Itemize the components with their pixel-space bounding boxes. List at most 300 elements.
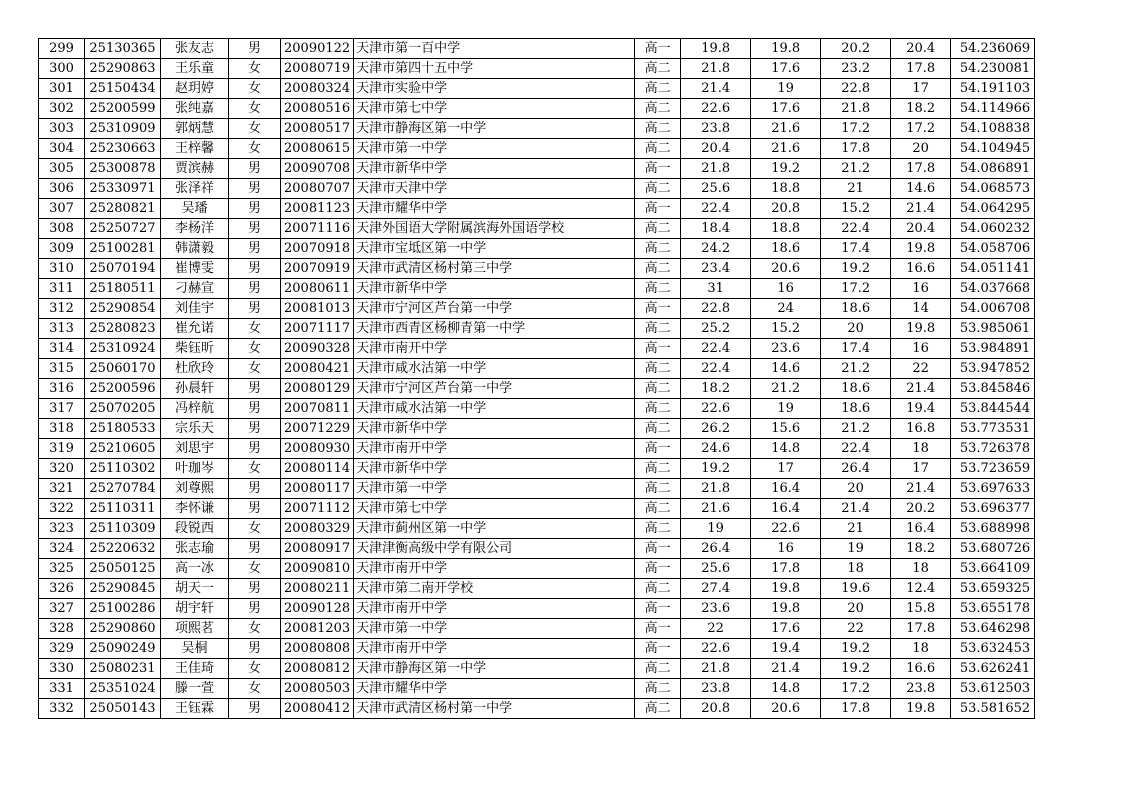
name-cell: 刁赫宣 xyxy=(161,279,229,299)
score-2-cell: 17.6 xyxy=(751,619,821,639)
grade-cell: 高二 xyxy=(635,239,681,259)
grade-cell: 高二 xyxy=(635,359,681,379)
birthdate-cell: 20080117 xyxy=(281,479,354,499)
rank-cell: 303 xyxy=(39,119,85,139)
birthdate-cell: 20080114 xyxy=(281,459,354,479)
rank-cell: 318 xyxy=(39,419,85,439)
total-score-cell: 54.058706 xyxy=(951,239,1035,259)
score-2-cell: 19 xyxy=(751,399,821,419)
gender-cell: 男 xyxy=(229,499,281,519)
rank-cell: 316 xyxy=(39,379,85,399)
score-2-cell: 18.8 xyxy=(751,219,821,239)
score-4-cell: 19.4 xyxy=(891,399,951,419)
rank-cell: 312 xyxy=(39,299,85,319)
school-cell: 天津市第一中学 xyxy=(354,139,635,159)
name-cell: 胡宇轩 xyxy=(161,599,229,619)
score-3-cell: 21.2 xyxy=(821,419,891,439)
school-cell: 天津市宁河区芦台第一中学 xyxy=(354,299,635,319)
total-score-cell: 54.060232 xyxy=(951,219,1035,239)
score-2-cell: 18.6 xyxy=(751,239,821,259)
exam-id-cell: 25330971 xyxy=(85,179,161,199)
exam-id-cell: 25090249 xyxy=(85,639,161,659)
total-score-cell: 53.659325 xyxy=(951,579,1035,599)
school-cell: 天津市新华中学 xyxy=(354,459,635,479)
rank-cell: 308 xyxy=(39,219,85,239)
total-score-cell: 54.037668 xyxy=(951,279,1035,299)
grade-cell: 高二 xyxy=(635,579,681,599)
table-row xyxy=(39,219,1035,239)
score-3-cell: 17.8 xyxy=(821,139,891,159)
gender-cell: 男 xyxy=(229,439,281,459)
table-row xyxy=(39,319,1035,339)
birthdate-cell: 20070811 xyxy=(281,399,354,419)
total-score-cell: 53.985061 xyxy=(951,319,1035,339)
table-row xyxy=(39,599,1035,619)
table-row xyxy=(39,579,1035,599)
table-row xyxy=(39,379,1035,399)
exam-id-cell: 25100286 xyxy=(85,599,161,619)
exam-id-cell: 25290845 xyxy=(85,579,161,599)
gender-cell: 男 xyxy=(229,419,281,439)
school-cell: 天津市静海区第一中学 xyxy=(354,119,635,139)
score-1-cell: 25.2 xyxy=(681,319,751,339)
birthdate-cell: 20080503 xyxy=(281,679,354,699)
name-cell: 张纯嘉 xyxy=(161,99,229,119)
school-cell: 天津市武清区杨村第三中学 xyxy=(354,259,635,279)
birthdate-cell: 20081013 xyxy=(281,299,354,319)
school-cell: 天津市南开中学 xyxy=(354,599,635,619)
name-cell: 刘思宇 xyxy=(161,439,229,459)
score-1-cell: 25.6 xyxy=(681,559,751,579)
gender-cell: 女 xyxy=(229,79,281,99)
table-body xyxy=(39,39,1035,719)
total-score-cell: 53.844544 xyxy=(951,399,1035,419)
school-cell: 天津市武清区杨村第一中学 xyxy=(354,699,635,719)
name-cell: 李杨洋 xyxy=(161,219,229,239)
grade-cell: 高二 xyxy=(635,219,681,239)
score-3-cell: 19.6 xyxy=(821,579,891,599)
score-4-cell: 16.4 xyxy=(891,519,951,539)
birthdate-cell: 20080719 xyxy=(281,59,354,79)
school-cell: 天津市南开中学 xyxy=(354,339,635,359)
birthdate-cell: 20080611 xyxy=(281,279,354,299)
rank-cell: 325 xyxy=(39,559,85,579)
gender-cell: 女 xyxy=(229,519,281,539)
table-row xyxy=(39,519,1035,539)
exam-id-cell: 25180533 xyxy=(85,419,161,439)
total-score-cell: 53.697633 xyxy=(951,479,1035,499)
grade-cell: 高二 xyxy=(635,479,681,499)
score-3-cell: 18.6 xyxy=(821,299,891,319)
grade-cell: 高二 xyxy=(635,139,681,159)
score-3-cell: 18.6 xyxy=(821,379,891,399)
gender-cell: 男 xyxy=(229,199,281,219)
school-cell: 天津市耀华中学 xyxy=(354,679,635,699)
score-2-cell: 15.2 xyxy=(751,319,821,339)
score-3-cell: 19.2 xyxy=(821,659,891,679)
school-cell: 天津市第七中学 xyxy=(354,499,635,519)
score-3-cell: 19.2 xyxy=(821,639,891,659)
gender-cell: 女 xyxy=(229,119,281,139)
rank-cell: 313 xyxy=(39,319,85,339)
total-score-cell: 54.064295 xyxy=(951,199,1035,219)
grade-cell: 高一 xyxy=(635,299,681,319)
school-cell: 天津市咸水沽第一中学 xyxy=(354,359,635,379)
score-1-cell: 23.8 xyxy=(681,679,751,699)
score-4-cell: 16.6 xyxy=(891,259,951,279)
rank-cell: 317 xyxy=(39,399,85,419)
score-3-cell: 17.4 xyxy=(821,239,891,259)
score-1-cell: 21.8 xyxy=(681,659,751,679)
birthdate-cell: 20070919 xyxy=(281,259,354,279)
gender-cell: 男 xyxy=(229,219,281,239)
exam-id-cell: 25250727 xyxy=(85,219,161,239)
name-cell: 王佳琦 xyxy=(161,659,229,679)
school-cell: 天津津衡高级中学有限公司 xyxy=(354,539,635,559)
exam-id-cell: 25180511 xyxy=(85,279,161,299)
rank-cell: 301 xyxy=(39,79,85,99)
score-2-cell: 16.4 xyxy=(751,479,821,499)
birthdate-cell: 20071116 xyxy=(281,219,354,239)
score-4-cell: 17.2 xyxy=(891,119,951,139)
gender-cell: 女 xyxy=(229,339,281,359)
total-score-cell: 53.626241 xyxy=(951,659,1035,679)
exam-id-cell: 25070205 xyxy=(85,399,161,419)
score-3-cell: 21.8 xyxy=(821,99,891,119)
birthdate-cell: 20070918 xyxy=(281,239,354,259)
total-score-cell: 54.006708 xyxy=(951,299,1035,319)
grade-cell: 高一 xyxy=(635,199,681,219)
score-3-cell: 21 xyxy=(821,519,891,539)
score-2-cell: 21.2 xyxy=(751,379,821,399)
table-row xyxy=(39,239,1035,259)
score-4-cell: 20 xyxy=(891,139,951,159)
score-2-cell: 16 xyxy=(751,279,821,299)
score-1-cell: 26.4 xyxy=(681,539,751,559)
score-2-cell: 23.6 xyxy=(751,339,821,359)
total-score-cell: 53.646298 xyxy=(951,619,1035,639)
score-1-cell: 23.6 xyxy=(681,599,751,619)
score-4-cell: 16 xyxy=(891,339,951,359)
school-cell: 天津市南开中学 xyxy=(354,439,635,459)
birthdate-cell: 20071112 xyxy=(281,499,354,519)
table-row xyxy=(39,699,1035,719)
score-2-cell: 17.6 xyxy=(751,99,821,119)
score-4-cell: 17.8 xyxy=(891,159,951,179)
score-3-cell: 21 xyxy=(821,179,891,199)
score-3-cell: 21.2 xyxy=(821,359,891,379)
exam-id-cell: 25070194 xyxy=(85,259,161,279)
total-score-cell: 53.947852 xyxy=(951,359,1035,379)
grade-cell: 高一 xyxy=(635,559,681,579)
total-score-cell: 53.612503 xyxy=(951,679,1035,699)
name-cell: 崔允诺 xyxy=(161,319,229,339)
grade-cell: 高二 xyxy=(635,379,681,399)
score-3-cell: 19.2 xyxy=(821,259,891,279)
score-1-cell: 22 xyxy=(681,619,751,639)
grade-cell: 高二 xyxy=(635,179,681,199)
score-1-cell: 23.8 xyxy=(681,119,751,139)
gender-cell: 女 xyxy=(229,359,281,379)
rank-cell: 331 xyxy=(39,679,85,699)
name-cell: 滕一萱 xyxy=(161,679,229,699)
score-3-cell: 15.2 xyxy=(821,199,891,219)
name-cell: 段锐西 xyxy=(161,519,229,539)
gender-cell: 男 xyxy=(229,579,281,599)
exam-id-cell: 25050143 xyxy=(85,699,161,719)
score-4-cell: 18 xyxy=(891,439,951,459)
school-cell: 天津市新华中学 xyxy=(354,279,635,299)
rank-cell: 322 xyxy=(39,499,85,519)
birthdate-cell: 20080516 xyxy=(281,99,354,119)
birthdate-cell: 20080421 xyxy=(281,359,354,379)
score-4-cell: 19.8 xyxy=(891,239,951,259)
score-1-cell: 20.8 xyxy=(681,699,751,719)
score-2-cell: 19.8 xyxy=(751,579,821,599)
score-2-cell: 17 xyxy=(751,459,821,479)
exam-id-cell: 25310909 xyxy=(85,119,161,139)
score-3-cell: 18.6 xyxy=(821,399,891,419)
total-score-cell: 53.632453 xyxy=(951,639,1035,659)
grade-cell: 高二 xyxy=(635,699,681,719)
school-cell: 天津市第四十五中学 xyxy=(354,59,635,79)
exam-id-cell: 25300878 xyxy=(85,159,161,179)
rank-cell: 306 xyxy=(39,179,85,199)
table-row xyxy=(39,539,1035,559)
score-4-cell: 18 xyxy=(891,559,951,579)
rank-cell: 314 xyxy=(39,339,85,359)
exam-id-cell: 25351024 xyxy=(85,679,161,699)
rank-cell: 299 xyxy=(39,39,85,59)
name-cell: 吴桐 xyxy=(161,639,229,659)
score-2-cell: 21.6 xyxy=(751,139,821,159)
score-4-cell: 23.8 xyxy=(891,679,951,699)
score-2-cell: 20.6 xyxy=(751,259,821,279)
score-1-cell: 20.4 xyxy=(681,139,751,159)
rank-cell: 311 xyxy=(39,279,85,299)
table-row xyxy=(39,659,1035,679)
rank-cell: 327 xyxy=(39,599,85,619)
exam-id-cell: 25200599 xyxy=(85,99,161,119)
birthdate-cell: 20080329 xyxy=(281,519,354,539)
school-cell: 天津市耀华中学 xyxy=(354,199,635,219)
score-4-cell: 17.8 xyxy=(891,59,951,79)
name-cell: 张志瑜 xyxy=(161,539,229,559)
score-4-cell: 16.8 xyxy=(891,419,951,439)
score-3-cell: 26.4 xyxy=(821,459,891,479)
birthdate-cell: 20080930 xyxy=(281,439,354,459)
gender-cell: 男 xyxy=(229,39,281,59)
table-row xyxy=(39,139,1035,159)
name-cell: 柴钰昕 xyxy=(161,339,229,359)
score-4-cell: 18.2 xyxy=(891,539,951,559)
birthdate-cell: 20090122 xyxy=(281,39,354,59)
name-cell: 吴璠 xyxy=(161,199,229,219)
exam-id-cell: 25050125 xyxy=(85,559,161,579)
score-3-cell: 19 xyxy=(821,539,891,559)
grade-cell: 高二 xyxy=(635,99,681,119)
score-3-cell: 20.2 xyxy=(821,39,891,59)
exam-id-cell: 25080231 xyxy=(85,659,161,679)
gender-cell: 男 xyxy=(229,299,281,319)
name-cell: 刘尊熙 xyxy=(161,479,229,499)
birthdate-cell: 20080808 xyxy=(281,639,354,659)
score-2-cell: 19 xyxy=(751,79,821,99)
score-3-cell: 17.4 xyxy=(821,339,891,359)
total-score-cell: 54.108838 xyxy=(951,119,1035,139)
school-cell: 天津市西青区杨柳青第一中学 xyxy=(354,319,635,339)
score-1-cell: 21.8 xyxy=(681,59,751,79)
name-cell: 郭炳慧 xyxy=(161,119,229,139)
score-3-cell: 21.4 xyxy=(821,499,891,519)
score-1-cell: 19.2 xyxy=(681,459,751,479)
total-score-cell: 53.773531 xyxy=(951,419,1035,439)
school-cell: 天津市新华中学 xyxy=(354,159,635,179)
score-1-cell: 22.4 xyxy=(681,339,751,359)
score-1-cell: 21.8 xyxy=(681,159,751,179)
name-cell: 杜欣玲 xyxy=(161,359,229,379)
score-4-cell: 20.4 xyxy=(891,39,951,59)
grade-cell: 高二 xyxy=(635,119,681,139)
name-cell: 胡天一 xyxy=(161,579,229,599)
table-row xyxy=(39,399,1035,419)
score-4-cell: 17 xyxy=(891,459,951,479)
total-score-cell: 53.655178 xyxy=(951,599,1035,619)
grade-cell: 高二 xyxy=(635,419,681,439)
rank-cell: 304 xyxy=(39,139,85,159)
score-4-cell: 18 xyxy=(891,639,951,659)
name-cell: 李怀谦 xyxy=(161,499,229,519)
birthdate-cell: 20090128 xyxy=(281,599,354,619)
total-score-cell: 53.726378 xyxy=(951,439,1035,459)
score-4-cell: 14.6 xyxy=(891,179,951,199)
score-1-cell: 19 xyxy=(681,519,751,539)
grade-cell: 高一 xyxy=(635,439,681,459)
score-1-cell: 18.4 xyxy=(681,219,751,239)
grade-cell: 高二 xyxy=(635,59,681,79)
score-4-cell: 21.4 xyxy=(891,479,951,499)
score-4-cell: 17.8 xyxy=(891,619,951,639)
birthdate-cell: 20080615 xyxy=(281,139,354,159)
gender-cell: 女 xyxy=(229,679,281,699)
score-1-cell: 22.6 xyxy=(681,99,751,119)
birthdate-cell: 20090328 xyxy=(281,339,354,359)
exam-id-cell: 25200596 xyxy=(85,379,161,399)
birthdate-cell: 20071117 xyxy=(281,319,354,339)
grade-cell: 高二 xyxy=(635,399,681,419)
rank-cell: 319 xyxy=(39,439,85,459)
score-4-cell: 14 xyxy=(891,299,951,319)
score-4-cell: 19.8 xyxy=(891,699,951,719)
score-1-cell: 26.2 xyxy=(681,419,751,439)
score-2-cell: 17.6 xyxy=(751,59,821,79)
score-2-cell: 19.8 xyxy=(751,599,821,619)
grade-cell: 高一 xyxy=(635,639,681,659)
total-score-cell: 53.664109 xyxy=(951,559,1035,579)
score-2-cell: 14.6 xyxy=(751,359,821,379)
table-row xyxy=(39,639,1035,659)
rank-cell: 310 xyxy=(39,259,85,279)
score-1-cell: 24.2 xyxy=(681,239,751,259)
birthdate-cell: 20090810 xyxy=(281,559,354,579)
score-3-cell: 17.8 xyxy=(821,699,891,719)
name-cell: 赵玥婷 xyxy=(161,79,229,99)
school-cell: 天津市第二南开学校 xyxy=(354,579,635,599)
exam-id-cell: 25110309 xyxy=(85,519,161,539)
rank-cell: 332 xyxy=(39,699,85,719)
score-3-cell: 22.8 xyxy=(821,79,891,99)
exam-id-cell: 25110302 xyxy=(85,459,161,479)
table-row xyxy=(39,619,1035,639)
gender-cell: 男 xyxy=(229,639,281,659)
name-cell: 王乐童 xyxy=(161,59,229,79)
exam-id-cell: 25280821 xyxy=(85,199,161,219)
table-row xyxy=(39,439,1035,459)
total-score-cell: 53.984891 xyxy=(951,339,1035,359)
school-cell: 天津市实验中学 xyxy=(354,79,635,99)
score-1-cell: 22.4 xyxy=(681,199,751,219)
total-score-cell: 54.230081 xyxy=(951,59,1035,79)
score-2-cell: 21.4 xyxy=(751,659,821,679)
grade-cell: 高二 xyxy=(635,259,681,279)
table-row xyxy=(39,299,1035,319)
birthdate-cell: 20080517 xyxy=(281,119,354,139)
birthdate-cell: 20081123 xyxy=(281,199,354,219)
birthdate-cell: 20090708 xyxy=(281,159,354,179)
score-4-cell: 16 xyxy=(891,279,951,299)
name-cell: 王梓馨 xyxy=(161,139,229,159)
school-cell: 天津市新华中学 xyxy=(354,419,635,439)
grade-cell: 高二 xyxy=(635,319,681,339)
table-row xyxy=(39,119,1035,139)
table-row xyxy=(39,559,1035,579)
name-cell: 叶珈岑 xyxy=(161,459,229,479)
score-2-cell: 20.6 xyxy=(751,699,821,719)
table-row xyxy=(39,99,1035,119)
name-cell: 韩潇毅 xyxy=(161,239,229,259)
name-cell: 宗乐天 xyxy=(161,419,229,439)
exam-id-cell: 25310924 xyxy=(85,339,161,359)
total-score-cell: 54.086891 xyxy=(951,159,1035,179)
school-cell: 天津市第七中学 xyxy=(354,99,635,119)
birthdate-cell: 20080412 xyxy=(281,699,354,719)
score-1-cell: 22.8 xyxy=(681,299,751,319)
gender-cell: 女 xyxy=(229,459,281,479)
rank-cell: 330 xyxy=(39,659,85,679)
table-row xyxy=(39,459,1035,479)
grade-cell: 高一 xyxy=(635,599,681,619)
rank-cell: 328 xyxy=(39,619,85,639)
gender-cell: 男 xyxy=(229,239,281,259)
table-row xyxy=(39,179,1035,199)
gender-cell: 女 xyxy=(229,139,281,159)
score-1-cell: 21.4 xyxy=(681,79,751,99)
table-row xyxy=(39,279,1035,299)
table-row xyxy=(39,679,1035,699)
rank-cell: 315 xyxy=(39,359,85,379)
school-cell: 天津市第一百中学 xyxy=(354,39,635,59)
grade-cell: 高一 xyxy=(635,339,681,359)
gender-cell: 男 xyxy=(229,599,281,619)
gender-cell: 女 xyxy=(229,99,281,119)
grade-cell: 高一 xyxy=(635,39,681,59)
gender-cell: 男 xyxy=(229,159,281,179)
name-cell: 贾滨赫 xyxy=(161,159,229,179)
rank-cell: 302 xyxy=(39,99,85,119)
score-1-cell: 18.2 xyxy=(681,379,751,399)
rank-cell: 324 xyxy=(39,539,85,559)
table-row xyxy=(39,359,1035,379)
